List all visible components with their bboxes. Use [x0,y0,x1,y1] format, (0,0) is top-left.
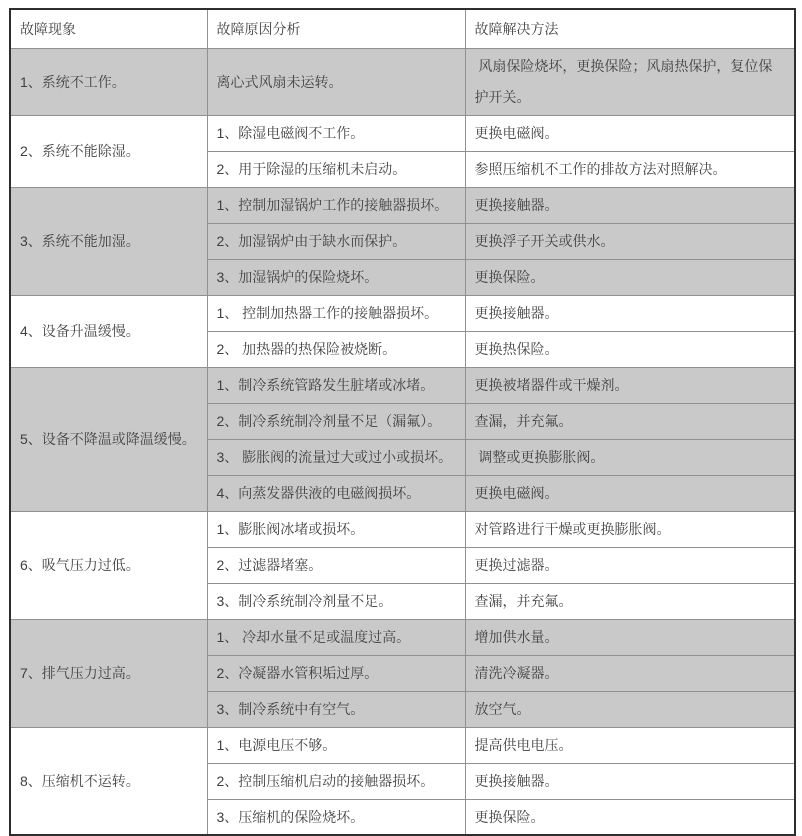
cause-cell: 3、压缩机的保险烧坏。 [207,799,465,835]
cause-cell: 2、冷凝器水管积垢过厚。 [207,655,465,691]
cause-cell: 3、加湿锅炉的保险烧坏。 [207,259,465,295]
header-cell-phenomenon: 故障现象 [10,9,207,48]
phenomenon-cell: 8、压缩机不运转。 [10,727,207,835]
cause-cell: 2、用于除湿的压缩机未启动。 [207,151,465,187]
solution-cell: 对管路进行干燥或更换膨胀阀。 [465,511,795,547]
table-row [10,511,795,547]
cause-cell: 1、 冷却水量不足或温度过高。 [207,619,465,655]
table-row [10,48,795,115]
solution-cell: 更换保险。 [465,799,795,835]
cause-cell: 2、 加热器的热保险被烧断。 [207,331,465,367]
table-row [10,727,795,763]
table-row [10,367,795,403]
section-6 [10,511,795,619]
solution-cell: 更换浮子开关或供水。 [465,223,795,259]
section-7 [10,619,795,727]
solution-cell: 查漏，并充氟。 [465,583,795,619]
section-4 [10,295,795,367]
solution-cell: 查漏，并充氟。 [465,403,795,439]
section-5 [10,367,795,511]
cause-cell: 2、控制压缩机启动的接触器损坏。 [207,763,465,799]
cause-cell: 4、向蒸发器供液的电磁阀损坏。 [207,475,465,511]
cause-cell: 1、除湿电磁阀不工作。 [207,115,465,151]
table-header-row [10,9,795,48]
solution-cell: 参照压缩机不工作的排故方法对照解决。 [465,151,795,187]
phenomenon-cell: 6、吸气压力过低。 [10,511,207,619]
cause-cell: 2、过滤器堵塞。 [207,547,465,583]
solution-cell: 放空气。 [465,691,795,727]
solution-cell: 增加供水量。 [465,619,795,655]
solution-cell: 清洗冷凝器。 [465,655,795,691]
fault-diagnosis-table [9,8,796,836]
solution-cell: 风扇保险烧坏，更换保险；风扇热保护，复位保护开关。 [465,48,795,115]
solution-cell: 更换热保险。 [465,331,795,367]
solution-cell: 更换电磁阀。 [465,475,795,511]
header-cell-solution: 故障解决方法 [465,9,795,48]
solution-cell: 更换保险。 [465,259,795,295]
cause-cell: 离心式风扇未运转。 [207,48,465,115]
cause-cell: 2、加湿锅炉由于缺水而保护。 [207,223,465,259]
phenomenon-cell: 2、系统不能除湿。 [10,115,207,187]
solution-cell: 更换接触器。 [465,187,795,223]
solution-cell: 更换接触器。 [465,295,795,331]
cause-cell: 1、制冷系统管路发生脏堵或冰堵。 [207,367,465,403]
cause-cell: 1、 控制加热器工作的接触器损坏。 [207,295,465,331]
cause-cell: 1、控制加湿锅炉工作的接触器损坏。 [207,187,465,223]
table-row [10,295,795,331]
table-row [10,619,795,655]
cause-cell: 3、制冷系统中有空气。 [207,691,465,727]
section-1 [10,48,795,115]
table-row [10,115,795,151]
header-cell-cause: 故障原因分析 [207,9,465,48]
section-2 [10,115,795,187]
phenomenon-cell: 3、系统不能加湿。 [10,187,207,295]
cause-cell: 1、膨胀阀冰堵或损坏。 [207,511,465,547]
cause-cell: 3、制冷系统制冷剂量不足。 [207,583,465,619]
solution-cell: 更换接触器。 [465,763,795,799]
solution-cell: 更换过滤器。 [465,547,795,583]
solution-cell: 更换被堵器件或干燥剂。 [465,367,795,403]
cause-cell: 3、 膨胀阀的流量过大或过小或损坏。 [207,439,465,475]
cause-cell: 2、制冷系统制冷剂量不足（漏氟）。 [207,403,465,439]
solution-cell: 调整或更换膨胀阀。 [465,439,795,475]
solution-cell: 提高供电电压。 [465,727,795,763]
table-row [10,187,795,223]
section-8 [10,727,795,835]
cause-cell: 1、电源电压不够。 [207,727,465,763]
section-3 [10,187,795,295]
phenomenon-cell: 4、设备升温缓慢。 [10,295,207,367]
phenomenon-cell: 7、排气压力过高。 [10,619,207,727]
phenomenon-cell: 1、系统不工作。 [10,48,207,115]
phenomenon-cell: 5、设备不降温或降温缓慢。 [10,367,207,511]
solution-cell: 更换电磁阀。 [465,115,795,151]
